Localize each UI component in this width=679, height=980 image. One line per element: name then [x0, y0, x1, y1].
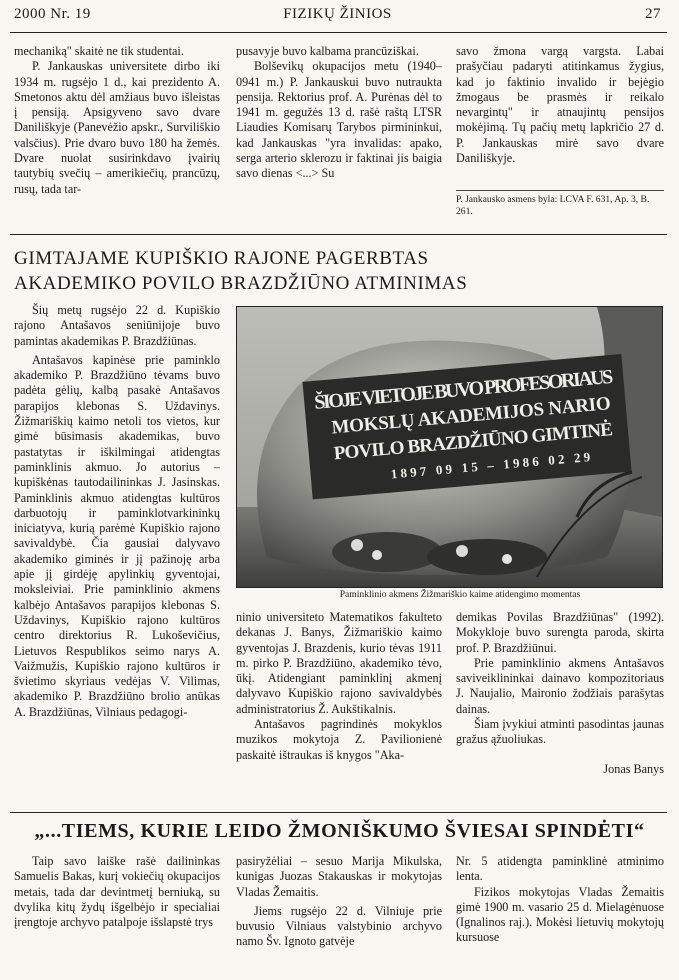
footnote: P. Jankausko asmens byla: LCVA F. 631, Ap. 3, B. 261.	[456, 194, 650, 217]
section-rule	[10, 812, 667, 813]
top-article-column-1	[14, 44, 220, 197]
journal-title: FIZIKŲ ŽINIOS	[283, 6, 392, 22]
paragraph: pusavyje buvo kalbama prancūziškai.	[236, 44, 419, 58]
memorial-stone-photo	[236, 306, 663, 588]
paragraph: Šių metų rugsėjo 22 d. Kupiškio rajono Antašavos seniūnijoje buvo pamintas akademikas P. Brazdžiūnas.	[14, 303, 220, 348]
paragraph: ninio universiteto Matematikos fakulteto dekanas J. Banys, Žižmariškio kaimo gyventojas J. Brazdenis, kurio tėvas 1911 m. pirko P. Brazdžiūno, akademiko tėvo, ūkį. Atidengiant paminklinį akmenį dalyvavo Kupiškio rajono savivaldybės administratorius Ž. Aukštikalnis.	[236, 610, 442, 716]
article3-headline: „...TIEMS, KURIE LEIDO ŽMONIŠKUMO ŠVIESAI SPINDĖTI“	[34, 820, 645, 842]
article-headline	[14, 246, 665, 296]
inscription-line-4: 1897 09 15 – 1986 02 29	[390, 449, 591, 482]
article3-column-3	[456, 854, 664, 946]
memorial-stone-image	[237, 307, 662, 587]
paragraph: P. Jankauskas universitete dirbo iki 1934 m. rugsėjo 1 d., kai prezidento A. Smetonos aktu dėl amžiaus buvo išleistas į pensiją. Apsigyveno savo dvare Daniliškyje (Panevėžio apskr., Surviliškio valsčius). Prie dvaro buvo 180 ha žemės. Dvare nuolat susirinkdavo įvairių tautybių svečių – amerikiečių, prancūzų, rusų, tada tar-	[14, 59, 220, 196]
headline-line-1: GIMTAJAME KUPIŠKIO RAJONE PAGERBTAS	[14, 248, 429, 269]
paragraph: Nr. 5 atidengta paminklinė atminimo lenta.	[456, 854, 664, 884]
paragraph: Taip savo laiške rašė dailininkas Samuelis Bakas, kurį vokiečių okupacijos metais, tada dar devintmetį berniuką, su dvylika kitų žydų išgelbėjo ir specialiai įrengtoje archyvo patalpoje išslapstė trys	[14, 854, 220, 930]
article2-column-1	[14, 303, 220, 720]
paragraph: Fizikos mokytojas Vladas Žemaitis gimė 1900 m. vasario 25 d. Mielagėnuose (Ignalinos raj.). Mokėsi lietuvių mokytojų kursuose	[456, 884, 664, 945]
top-article-column-3	[456, 44, 664, 166]
headline-line-2: AKADEMIKO POVILO BRAZDŽIŪNO ATMINIMAS	[14, 273, 468, 294]
inscription-line-3: POVILO BRAZDŽIŪNO GIMTINĖ	[332, 419, 614, 465]
section-rule	[10, 234, 667, 235]
paragraph: pasiryžėliai – sesuo Marija Mikulska, kunigas Juozas Stakauskas ir mokytojas Vladas Žemaitis.	[236, 854, 442, 899]
paragraph: mechaniką" skaitė ne tik studentai.	[14, 44, 184, 58]
inscription-line-1: ŠIOJE VIETOJE BUVO PROFESORIAUS	[313, 365, 615, 414]
paragraph: Prie paminklinio akmens Antašavos saviveiklininkai dainavo kompozitoriaus J. Naujalio, Maironio žodžiais parašytas dainas.	[456, 655, 664, 716]
paragraph: demikas Povilas Brazdžiūnas" (1992). Mokykloje buvo surengta paroda, skirta prof. P. Brazdžiūnui.	[456, 610, 664, 655]
running-header	[14, 6, 661, 28]
article3-column-2	[236, 854, 442, 950]
issue-number: 2000 Nr. 19	[14, 6, 91, 22]
paragraph: Bolševikų okupacijos metu (1940–0941 m.) P. Jankauskui buvo nutraukta pensija. Rektorius prof. A. Purėnas dėl to 1941 m. gegužės 13 d. rašė raštą LTSR Liaudies Komisarų Tarybos pirmininkui, kad Jankauskas "yra invalidas: apako, serga arterio sklerozu ir faktinai jis baigia savo dienas <...> Su	[236, 59, 442, 181]
photo-caption: Paminklinio akmens Žižmariškio kaime atidengimo momentas	[339, 589, 581, 600]
paragraph: Antašavos kapinėse prie paminklo akademiko P. Brazdžiūno tėvams buvo padėta gėlių, kalbą pasakė Antašavos parapijos klebonas S. Uždavinys. Žižmariškių kaimo netoli tos vietos, kur gimė būsimasis akademikas, buvo pastatytas ir iškilmingai atidengtas paminklinis akmuo. Jo autorius – kupiškėnas tautodailininkas J. Jasinskas. Paminklinis akmuo atidengtas kultūros darbuotojų ir paminklotvarkininkų iniciatyva, kurią parėmė Kupiškio rajono savivaldybė. Čia gausiai dalyvavo akademiko giminės ir jį pažinoję arba apie jį girdėję apylinkių gyventojai, moksleiviai. Prie paminklinio akmens kalbėjo Antašavos parapijos klebonas S. Uždavinys, Kupiškio rajono kultūros centro direktorius R. Lukoševičius, Lietuvos Respublikos seimo narys A. Vaižmužis, Kupiškio rajono kultūros ir švietimo skyriaus vedėjas V. Vilimas, akademiko P. Brazdžiūno brolio anūkas A. Brazdžiūnas, Vilniaus pedagogi-	[14, 352, 220, 719]
article2-column-2	[236, 610, 442, 763]
author-signature: Jonas Banys	[603, 761, 664, 776]
paragraph: Šiam įvykiui atminti pasodintas jaunas gražus ąžuoliukas.	[456, 717, 664, 747]
inscription-line-2: MOKSLŲ AKADEMIJOS NARIO	[330, 393, 612, 439]
header-rule	[10, 32, 667, 33]
footnote-rule	[456, 190, 664, 191]
article2-column-3	[456, 610, 664, 777]
paragraph: savo žmona vargą vargsta. Labai prašyčiau padaryti atitinkamus žygius, kad jo faktinio invalido ir bejėgio žmogaus be prasmės ir reikalo nevargintų" ir atnaujintų pensijos mokėjimą. Tų pačių metų lapkričio 27 d. P. Jankauskas mirė savo dvare Daniliškyje.	[456, 44, 664, 166]
page-number: 27	[645, 6, 661, 22]
paragraph: Jiems rugsėjo 22 d. Vilniuje prie buvusio Vilniaus valstybinio archyvo namo Šv. Ignoto gatvėje	[236, 903, 442, 949]
top-article-column-2	[236, 44, 442, 182]
article3-column-1	[14, 854, 220, 930]
paragraph: Antašavos pagrindinės mokyklos muzikos mokytoja Z. Pavilionienė paskaitė ištraukas iš knygos "Aka-	[236, 717, 442, 762]
